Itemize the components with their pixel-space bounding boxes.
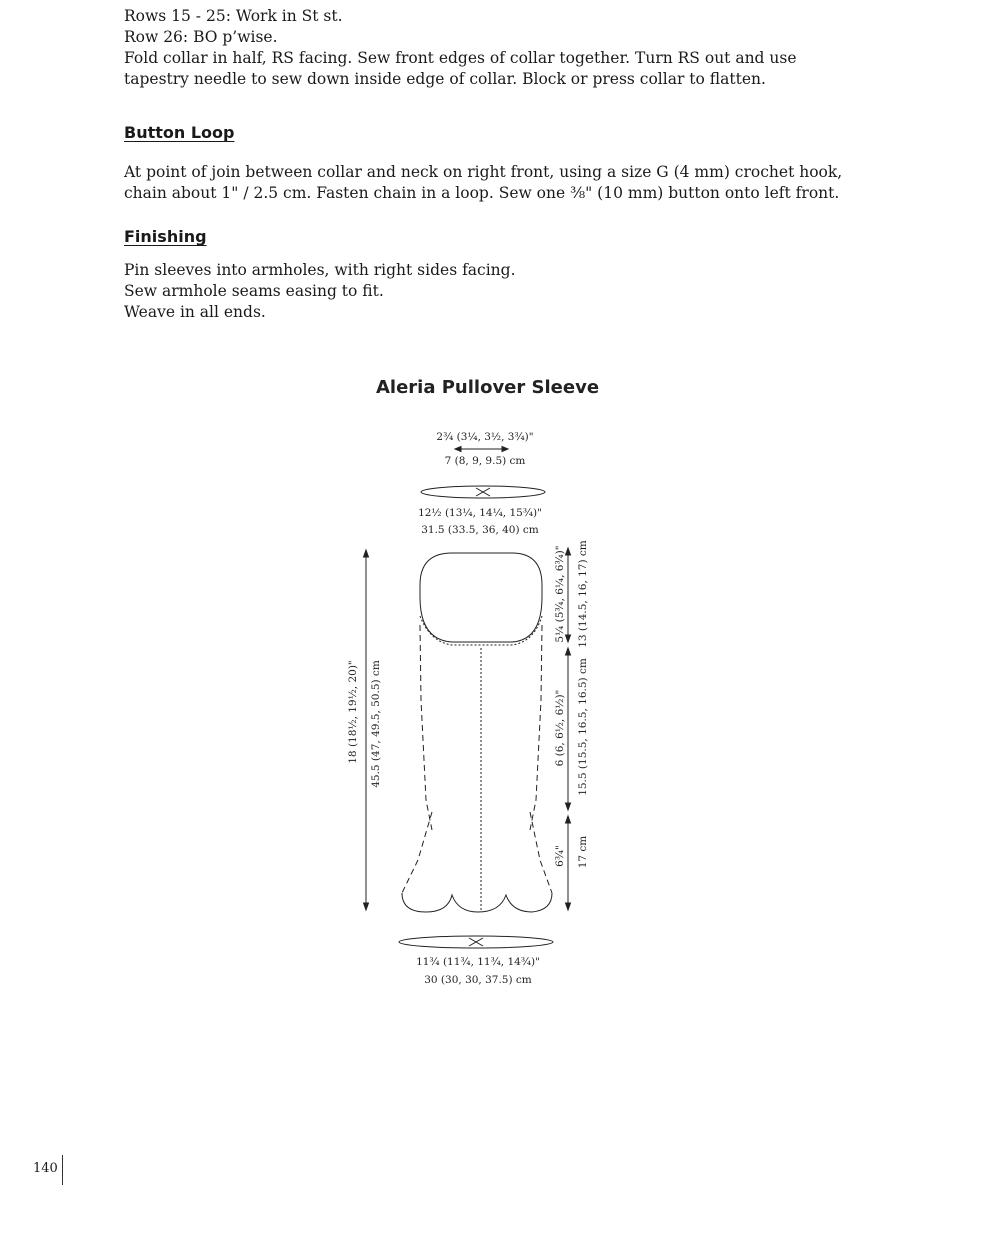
finishing-heading: Finishing	[124, 227, 207, 246]
cuff-label-cm: 30 (30, 30, 37.5) cm	[424, 974, 532, 986]
arm-label-cm: 15.5 (15.5, 16.5, 16.5) cm	[577, 658, 589, 796]
finishing-line-2: Sew armhole seams easing to fit.	[124, 282, 384, 300]
page-number-divider	[62, 1155, 63, 1185]
button-loop-text: At point of join between collar and neck on right front, using a size G (4 mm) crochet hook, chain about 1" / 2.5 cm. Fasten chain in a loop. Sew one ⅜" (10 mm) button onto left front.	[124, 163, 843, 202]
finishing-line-3: Weave in all ends.	[124, 303, 266, 321]
cuff-label-in: 11¾ (11¾, 11¾, 14¾)"	[416, 956, 540, 968]
flare-label-cm: 17 cm	[577, 835, 589, 869]
cuff-circumference	[399, 936, 553, 948]
arm-label-in: 6 (6, 6½, 6½)"	[554, 689, 566, 767]
finishing-line-1: Pin sleeves into armholes, with right sides facing.	[124, 261, 516, 279]
rows-15-25-line: Rows 15 - 25: Work in St st.	[124, 7, 343, 25]
button-loop-heading: Button Loop	[124, 123, 235, 142]
cap-label-cm: 13 (14.5, 16, 17) cm	[577, 540, 589, 648]
length-label-in: 18 (18½, 19½, 20)"	[347, 660, 359, 764]
flare-label-in: 6¾"	[554, 845, 566, 867]
sleeve-outline	[402, 553, 552, 912]
cap-label-in: 5¼ (5¾, 6¼, 6¾)"	[554, 545, 566, 643]
top-width-arrow	[455, 447, 508, 452]
upper-arm-label-in: 12½ (13¼, 14¼, 15¾)"	[418, 507, 542, 519]
length-label-cm: 45.5 (47, 49.5, 50.5) cm	[370, 660, 382, 788]
upper-arm-label-cm: 31.5 (33.5, 36, 40) cm	[421, 524, 539, 536]
collar-fold-paragraph: Fold collar in half, RS facing. Sew front edges of collar together. Turn RS out and use tapestry needle to sew down inside edge of collar. Block or press collar to flatten.	[124, 49, 797, 88]
page-number: 140	[33, 1161, 58, 1176]
diagram-title: Aleria Pullover Sleeve	[375, 377, 600, 398]
top-width-label-in: 2¾ (3¼, 3½, 3¾)"	[436, 431, 534, 443]
upper-arm-circumference	[421, 486, 545, 498]
length-arrow	[364, 550, 369, 910]
row-26-line: Row 26: BO p’wise.	[124, 28, 278, 46]
top-width-label-cm: 7 (8, 9, 9.5) cm	[444, 455, 526, 467]
